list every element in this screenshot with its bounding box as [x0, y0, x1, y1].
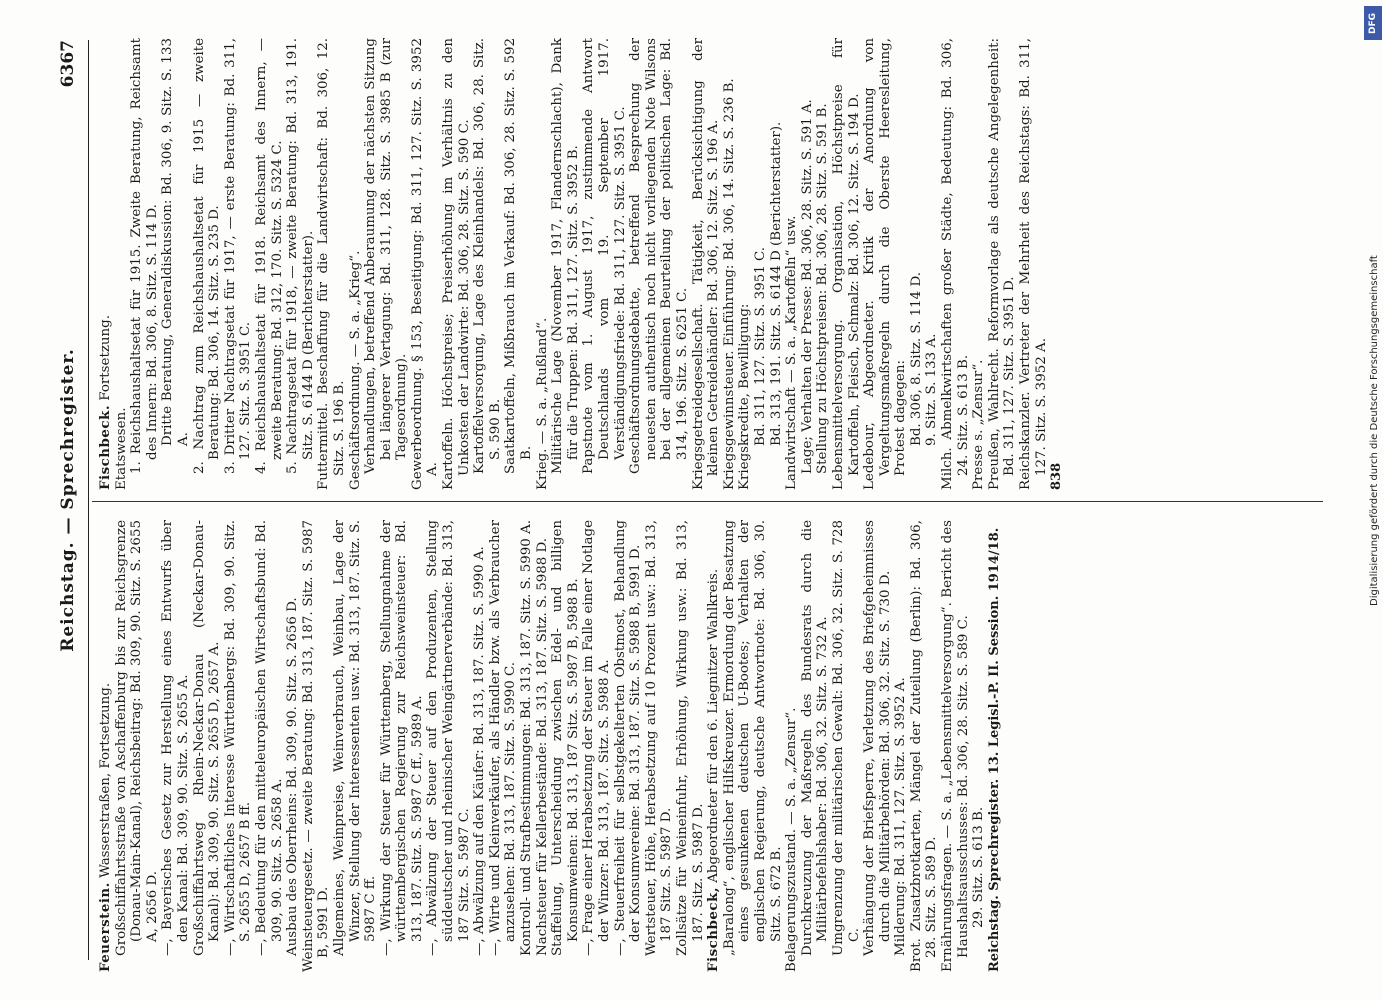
entry-text: Krieg. — S. a. „Rußland“. [534, 317, 550, 490]
entry-text: Dritte Beratung, Generaldiskussion: Bd. 306, 9. Sitz. S. 133 A. [160, 38, 191, 446]
register-entry [332, 520, 379, 972]
register-entry [909, 520, 940, 972]
entry-text: 3. Dritter Nachtragsetat für 1917, — erste Beratung: Bd. 311, 127. Sitz. S. 3951 C. [222, 38, 254, 474]
entry-text: Gewerbeordnung. § 153, Beseitigung: Bd. 311, 127. Sitz. S. 3952 A. [409, 38, 441, 490]
entry-text: 2. Nachtrag zum Reichshaushaltsetat für 1915 — zweite Beratung: Bd. 306, 14. Sitz. S. 235 D. [191, 38, 223, 474]
entry-text: Kriegskredite, Bewilligung: [737, 303, 753, 490]
catchword: 838 [1049, 462, 1065, 490]
funding-notice: Digitalisierung gefördert durch die Deutsche Forschungsgemeinschaft [1369, 255, 1380, 606]
column-divider [92, 501, 1323, 502]
register-entry [348, 38, 364, 490]
register-entry [971, 520, 987, 972]
register-entry [800, 38, 816, 490]
register-entry [769, 38, 785, 490]
entry-text: Bd. 311, 127. Sitz. S. 3951 C. [752, 246, 768, 446]
entry-text: Preußen, Wahlrecht. Reformvorlage als deutsche Angelegenheit: Bd. 311, 127. Sitz. S. 3951 D. [986, 38, 1018, 490]
register-entry [987, 38, 1018, 490]
register-entry [160, 520, 191, 972]
register-entry [613, 520, 644, 972]
register-entry [722, 38, 738, 490]
entry-text: —, Bayerisches Gesetz zur Herstellung eines Entwurfs über den Kanal: Bd. 309, 90. Sitz. S. 2655 A. [160, 520, 191, 956]
register-entry [488, 520, 519, 972]
register-entry [862, 520, 893, 972]
register-entry [691, 38, 722, 490]
entry-text: Umgrenzung der militärischen Gewalt: Bd. 306, 32. Sitz. S. 728 C. [830, 520, 862, 956]
register-entry [223, 38, 254, 490]
entry-text: Kriegsgetreidegesellschaft. Tätigkeit, Berücksichtigung der kleinen Getreidehändler: Bd. 306, 12. Sitz. S. 196 A. [690, 38, 722, 490]
register-entry [737, 38, 753, 490]
entry-text: Allgemeines, Weinpreise, Weinverbrauch, Weinbau, Lage der Winzer, Stellung der Interessenten usw.: Bd. 313, 187. Sitz. S. 5987 C ff. [331, 520, 379, 956]
entry-text: Zollsätze für Weineinfuhr, Erhöhung, Wirkung usw.: Bd. 313, 187. Sitz. S. 5987 D. [674, 520, 706, 956]
register-entry [815, 38, 831, 490]
entry-text: Nachsteuer für Kellerbestände: Bd. 313, 187. Sitz. S. 5988 D. [534, 537, 550, 956]
entry-text: —, Wirtschaftliches Interesse Württembergs: Bd. 309, 90. Sitz. S. 2655 D, 2657 B ff. [222, 520, 254, 956]
register-entry [472, 520, 488, 972]
register-entry [472, 38, 503, 490]
entry-text: Futtermittel. Beschaffung für die Landwirtschaft: Bd. 306, 12. Sitz. S. 196 B. [316, 38, 347, 490]
entry-text: Weinsteuergesetz. — zweite Beratung: Bd. 313, 187. Sitz. S. 5987 B, 5991 D. [300, 520, 332, 972]
header-rule [88, 40, 89, 960]
register-entry [784, 520, 800, 972]
register-entry [129, 38, 160, 490]
register-entry [550, 520, 581, 972]
entry-text: Wertsteuer, Höhe, Herabsetzung auf 10 Prozent usw.: Bd. 313, 187 Sitz. S. 5987 D. [643, 520, 675, 956]
register-entry [800, 520, 831, 972]
entry-text: Verhandlungen, betreffend Anberaumung der nächsten Sitzung bei längerer Vertagung: Bd. 311, 128. Sitz. S. 3985 B (zur Tagesordnung). [363, 38, 410, 474]
register-entry [254, 38, 285, 490]
register-entry [114, 38, 130, 490]
register-entry [722, 520, 784, 972]
page-footer: Reichstag. Sprechregister. 13. Legisl.-P. II. Session. 1914/18. [986, 527, 1002, 972]
register-entry [909, 38, 925, 490]
entry-text: —, Wirkung der Steuer für Württemberg, Stellungnahme der württembergischen Regierung zur Reichsweinsteuer: Bd. 313, 187. Sitz. S. 5987 C ff., 5989 A. [378, 520, 425, 956]
register-entry [223, 520, 254, 972]
register-entry [675, 520, 706, 972]
entry-text: Reichskanzler. Vertreter der Mehrheit des Reichstags: Bd. 311, 127. Sitz. S. 3952 A. [1018, 38, 1049, 490]
register-entry [581, 38, 628, 490]
register-entry [753, 38, 769, 490]
entry-keyword: Feuerstein. [97, 882, 113, 972]
register-entry [316, 38, 347, 490]
entry-text: Presse s. „Zensur“. [971, 359, 987, 490]
entry-text: 29. Sitz. S. 613 B. [971, 806, 987, 928]
register-entry [940, 38, 971, 490]
entry-text: Abgeordneter für den 6. Liegnitzer Wahlkreis. [706, 568, 722, 887]
entry-text: Ernährungsfragen. — S. a. „Lebensmittelversorgung“. Bericht des Haushaltsausschusses: Bd. 306, 28. Sitz. S. 589 C. [940, 520, 971, 972]
entry-text: Ausbau des Oberrheins: Bd. 309, 90. Sitz. S. 2656 D. [285, 597, 301, 956]
entry-text: Lebensmittelversorgung. Organisation, Höchstpreise für Kartoffeln, Fleisch, Schmalz: Bd. 306, 12. Sitz. S. 194 D. [830, 38, 862, 490]
register-entry [831, 520, 862, 972]
register-entry [535, 520, 551, 972]
page-header [58, 40, 86, 960]
entry-text: —, Abwälzung der Steuer auf den Produzenten, Stellung süddeutscher und rheinischer Weingärtnerverbände: Bd. 313, 187 Sitz. S. 5987 C. [425, 520, 472, 956]
register-entry [644, 520, 675, 972]
register-entry [519, 520, 535, 972]
register-entry [924, 38, 940, 490]
entry-text: Lage; Verhalten der Presse: Bd. 306, 28. Sitz. S. 591 A. [799, 99, 815, 474]
register-entry [971, 38, 987, 490]
entry-text: „Baralong“, englischer Hilfskreuzer. Ermordung der Besatzung eines gesunkenen deutschen U-Bootes; Verhalten der englischen Regierung, deutsche Antwortnote: Bd. 306, 30. Sitz. S. 672 B. [721, 520, 784, 956]
entry-text: —, Abwälzung auf den Käufer: Bd. 313, 187. Sitz. S. 5990 A. [472, 546, 488, 956]
entry-text: Großschiffahrtsstraße von Aschaffenburg bis zur Reichsgrenze (Donau-Main-Kanal), Reichsbeitrag: Bd. 309, 90. Sitz. S. 2655 A, 2656 D. [113, 520, 160, 956]
entry-text: Geschäftsordnungsdebatte, betreffend Besprechung der neuesten authentisch noch nicht vorliegenden Note Wilsons bei der allgemeinen Beurteilung der politischen Lage: Bd. 314, 196. Sitz. S. 6251 C. [628, 38, 690, 474]
register-entry [1018, 38, 1049, 490]
register-entry [160, 38, 191, 490]
register-entry [535, 38, 551, 490]
dfg-logo-icon: DFG [1364, 6, 1382, 40]
page-number: 6367 [58, 40, 78, 88]
register-entry [363, 38, 410, 490]
register-entry [831, 38, 862, 490]
entry-text: Brot. Zusatzbrotkarten, Mängel der Zuteilung (Berlin): Bd. 306, 28. Sitz. S. 589 D. [908, 520, 940, 972]
entry-text: —, Wirte und Kleinverkäufer, als Händler bzw. als Verbraucher anzusehen: Bd. 313, 187. Sitz. S. 5990 C. [487, 520, 519, 956]
register-entry [628, 38, 690, 490]
register-entry [893, 520, 909, 972]
entry-keyword: Fischbeck, [705, 887, 722, 972]
entry-text: Ledebour, Abgeordneter. Kritik der Anordnung von Vergeltungsmaßregeln durch die Oberste Heeresleitung, Protest dagegen: [862, 38, 909, 490]
entry-text: Durchkreuzung der Maßregeln des Bundesrats durch die Militärbefehlshaber: Bd. 306, 32. Sitz. S. 732 A. [799, 520, 831, 956]
register-entry [550, 38, 581, 490]
left-column [98, 520, 1333, 972]
register-entry [379, 520, 426, 972]
register-entry [285, 520, 301, 972]
entry-text: Fortsetzung. [98, 315, 113, 405]
entry-text: Kartoffelversorgung, Lage des Kleinhandels: Bd. 306, 28. Sitz. S. 590 B. [472, 38, 503, 474]
entry-text: —, Frage einer Herabsetzung der Steuer im Falle einer Notlage der Winzer: Bd. 313, 187. Sitz. S. 5988 A. [581, 520, 612, 956]
register-entry [503, 38, 534, 490]
register-entry [285, 38, 316, 490]
entry-text: Milderung: Bd. 311, 127. Sitz. S. 3952 A. [893, 677, 909, 956]
register-entry [784, 38, 800, 490]
entry-keyword: Fischbeck. [97, 405, 113, 490]
entry-text: Stellung zu Höchstpreisen: Bd. 306, 28. Sitz. S. 591 B. [815, 103, 831, 474]
entry-text: Etatswesen. [113, 407, 129, 490]
entry-text: Landwirtschaft — S. a. „Kartoffeln“ usw. [784, 215, 800, 490]
register-entry [114, 520, 161, 972]
register-entry [862, 38, 909, 490]
register-entry [98, 520, 114, 972]
entry-text: 1. Reichshaushaltsetat für 1915. Zweite Beratung, Reichsamt des Innern: Bd. 306, 8. Sitz. S. 114 D. [129, 38, 160, 474]
entry-text: Papstnote vom 1. August 1917, zustimmende Antwort Deutschlands vom 19. September 1917. Verständigungsfriede: Bd. 311, 127. Sitz. S. 3951 C. [581, 38, 628, 474]
register-entry [425, 520, 472, 972]
entry-text: Milch. Abmelkwirtschaften großer Städte, Bedeutung: Bd. 306, 24. Sitz. S. 613 B. [940, 38, 971, 490]
register-entry [940, 520, 971, 972]
entry-text: Geschäftsordnung. — S. a. „Krieg“. [347, 250, 363, 490]
entry-text: —, Steuerfreiheit für selbstgekelterten Obstmost, Behandlung der Konsumvereine: Bd. 313, 187. Sitz. S. 5988 B, 5991 D. [612, 520, 644, 956]
entry-text: Belagerungszustand. — S. a. „Zensur“. [784, 707, 800, 972]
register-entry [441, 38, 472, 490]
entry-text: Staffelung, Unterscheidung zwischen Edel- und billigen Konsumweinen: Bd. 313, 187 Sitz. S. 5987 B, 5988 B. [550, 520, 581, 956]
entry-text: Saatkartoffeln, Mißbrauch im Verkauf: Bd. 306, 28. Sitz. S. 592 B. [503, 38, 535, 474]
register-entry [192, 520, 223, 972]
entry-text: Kontroll- und Strafbestimmungen: Bd. 313, 187. Sitz. S. 5990 A. [519, 520, 535, 956]
entry-text: 5. Nachtragsetat für 1918, — zweite Beratung: Bd. 313, 191. Sitz. S. 6144 D (Berichterstatter). [285, 38, 316, 474]
register-entry [410, 38, 441, 490]
entry-text: 4. Reichshaushaltsetat für 1918. Reichsamt des Innern, — zweite Beratung: Bd. 312, 170. Sitz. S. 5324 C. [253, 38, 285, 474]
entry-text: —, Bedeutung für den mitteleuropäischen Wirtschaftsbund: Bd. 309, 90. Sitz. S. 2658 A. [253, 520, 285, 956]
register-entry [706, 520, 722, 972]
register-entry [192, 38, 223, 490]
entry-text: Wasserstraßen, Fortsetzung. [98, 682, 113, 883]
register-entry [254, 520, 285, 972]
entry-text: Großschiffahrtsweg Rhein-Neckar-Donau (Neckar-Donau-Kanal): Bd. 309, 90. Sitz. S. 2655 D, 2657 A. [191, 520, 223, 956]
right-column [98, 38, 1333, 490]
register-entry [301, 520, 332, 972]
entry-text: Kriegsgewinnsteuer. Einführung: Bd. 306, 14. Sitz. S. 236 B. [721, 78, 737, 490]
entry-text: 9. Sitz. S. 133 A. [924, 333, 940, 446]
running-title: Reichstag. — Sprechregister. [58, 348, 78, 652]
entry-text: Kartoffeln. Höchstpreise; Preiserhöhung im Verhältnis zu den Unkosten der Landwirte: Bd. 306, 28. Sitz. S. 590 C. [441, 38, 472, 490]
register-entry [581, 520, 612, 972]
register-entry [98, 38, 114, 490]
side-watermark [1361, 0, 1383, 1000]
entry-text: Verhängung der Briefsperre, Verletzung des Briefgeheimnisses durch die Militärbehörden: Bd. 306, 32. Sitz. S. 730 D. [862, 520, 893, 956]
entry-text: Bd. 306, 8. Sitz. S. 114 D. [908, 272, 924, 446]
entry-text: Militärische Lage (November 1917, Flandernschlacht), Dank für die Truppen: Bd. 311, 127. Sitz. S. 3952 B. [550, 38, 581, 474]
entry-text: Bd. 313, 191. Sitz. S. 6144 D (Berichterstatter). [768, 121, 784, 446]
